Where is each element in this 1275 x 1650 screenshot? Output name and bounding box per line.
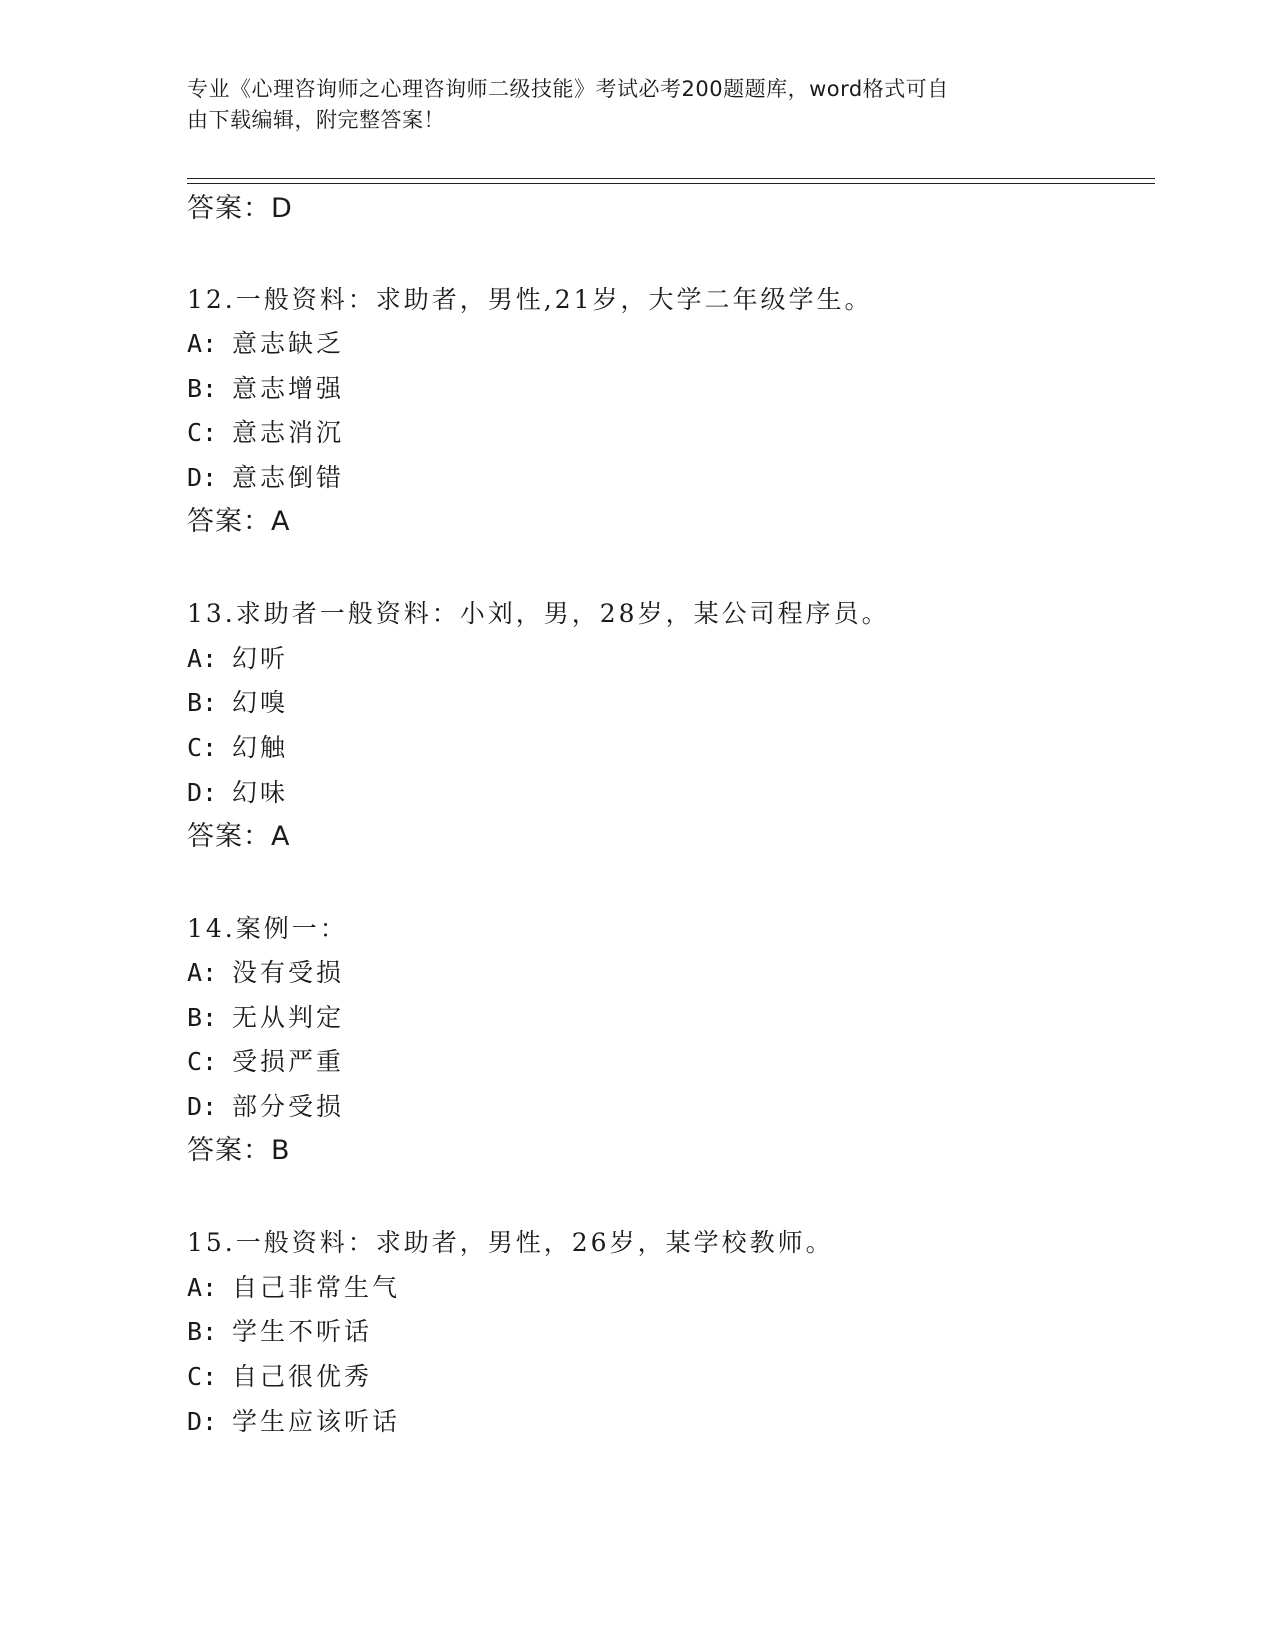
option-text: 自己很优秀 — [232, 1362, 373, 1391]
option-label: B: — [187, 374, 218, 403]
question-13-stem: 13.求助者一般资料：小刘，男，28岁，某公司程序员。 — [187, 599, 890, 628]
header-divider-bottom — [187, 183, 1155, 184]
option-label: A: — [187, 644, 218, 673]
question-14-option-c — [187, 1045, 344, 1079]
question-12-option-d — [187, 461, 344, 495]
option-text: 意志消沉 — [232, 418, 345, 447]
document-header — [187, 74, 1067, 136]
header-divider-top — [187, 178, 1155, 179]
question-13-option-b — [187, 686, 288, 720]
option-label: D: — [187, 778, 218, 807]
question-15-option-a — [187, 1271, 400, 1305]
option-label: A: — [187, 329, 218, 358]
option-label: D: — [187, 1407, 218, 1436]
option-label: D: — [187, 1092, 218, 1121]
option-text: 自己非常生气 — [232, 1273, 401, 1302]
option-text: 意志倒错 — [232, 463, 345, 492]
question-15-option-d — [187, 1405, 400, 1439]
question-15-stem: 15.一般资料：求助者，男性，26岁，某学校教师。 — [187, 1228, 834, 1257]
question-12-stem: 12.一般资料：求助者，男性,21岁，大学二年级学生。 — [187, 285, 873, 314]
question-14-answer: 答案：B — [187, 1135, 291, 1166]
question-13-option-c — [187, 731, 288, 765]
option-label: B: — [187, 688, 218, 717]
option-text: 幻触 — [232, 733, 289, 762]
option-label: A: — [187, 1273, 218, 1302]
question-14-option-d — [187, 1090, 344, 1124]
option-text: 幻听 — [232, 644, 289, 673]
header-line-1: 专业《心理咨询师之心理咨询师二级技能》考试必考200题题库，word格式可自 — [187, 77, 949, 101]
question-14-option-a — [187, 956, 344, 990]
option-label: A: — [187, 958, 218, 987]
question-12-option-c — [187, 416, 344, 450]
option-text: 幻嗅 — [232, 688, 289, 717]
question-12-option-a — [187, 327, 344, 361]
option-label: C: — [187, 1362, 218, 1391]
answer-previous: 答案：D — [187, 193, 293, 224]
option-text: 没有受损 — [232, 958, 345, 987]
option-label: B: — [187, 1317, 218, 1346]
option-text: 受损严重 — [232, 1047, 345, 1076]
option-label: C: — [187, 1047, 218, 1076]
question-12-option-b — [187, 372, 344, 406]
option-text: 幻味 — [232, 778, 289, 807]
option-label: C: — [187, 418, 218, 447]
option-text: 学生应该听话 — [232, 1407, 401, 1436]
question-13-answer: 答案：A — [187, 821, 291, 852]
question-13-option-d — [187, 776, 288, 810]
question-12-answer: 答案：A — [187, 506, 291, 537]
option-text: 无从判定 — [232, 1003, 345, 1032]
option-text: 意志增强 — [232, 374, 345, 403]
question-15-option-c — [187, 1360, 372, 1394]
question-14-option-b — [187, 1001, 344, 1035]
option-label: C: — [187, 733, 218, 762]
question-13-option-a — [187, 642, 288, 676]
header-line-2: 由下载编辑，附完整答案！ — [187, 108, 445, 132]
option-text: 部分受损 — [232, 1092, 345, 1121]
option-text: 学生不听话 — [232, 1317, 373, 1346]
question-15-option-b — [187, 1315, 372, 1349]
option-text: 意志缺乏 — [232, 329, 345, 358]
option-label: D: — [187, 463, 218, 492]
option-label: B: — [187, 1003, 218, 1032]
question-14-stem: 14.案例一： — [187, 914, 348, 943]
